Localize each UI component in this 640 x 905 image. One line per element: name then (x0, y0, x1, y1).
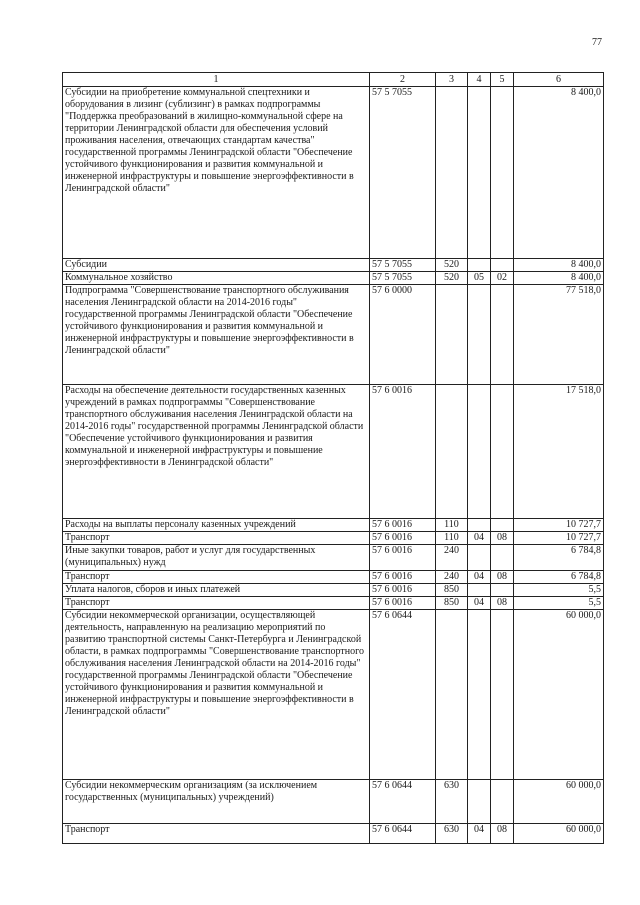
table-row (63, 285, 604, 385)
row-sum: 5,5 (514, 597, 604, 610)
table-row (63, 385, 604, 519)
row-sum: 6 784,8 (514, 571, 604, 584)
table-row (63, 87, 604, 259)
row-name: Транспорт (63, 597, 370, 610)
row-pr (491, 285, 514, 385)
row-pr (491, 545, 514, 571)
row-pr (491, 519, 514, 532)
header-col-5: 5 (491, 73, 514, 87)
row-csr: 57 5 7055 (370, 87, 436, 259)
row-csr: 57 5 7055 (370, 259, 436, 272)
row-csr: 57 6 0016 (370, 545, 436, 571)
table-row (63, 259, 604, 272)
row-csr: 57 6 0016 (370, 584, 436, 597)
row-rz: 04 (468, 824, 491, 844)
row-sum: 10 727,7 (514, 519, 604, 532)
table-row (63, 519, 604, 532)
row-csr: 57 6 0016 (370, 519, 436, 532)
row-vr (436, 285, 468, 385)
row-vr (436, 610, 468, 780)
row-vr: 240 (436, 545, 468, 571)
row-sum: 10 727,7 (514, 532, 604, 545)
row-name: Субсидии некоммерческой организации, осуществляющей деятельность, направленную на реализацию мероприятий по развитию транспортной системы Санкт-Петербурга и Ленинградской области, в рамках подпрограммы "Совершенствование транспортного обслуживания населения Ленинградской области на 2014-2016 годы" государственной программы Ленинградской области "Обеспечение устойчивого функционирования и развития коммунальной и инженерной инфраструктуры и повышение энергоэффективности в Ленинградской области" (63, 610, 370, 780)
row-name: Иные закупки товаров, работ и услуг для государственных (муниципальных) нужд (63, 545, 370, 571)
table-row (63, 272, 604, 285)
row-rz (468, 519, 491, 532)
row-name: Расходы на обеспечение деятельности государственных казенных учреждений в рамках подпрограммы "Совершенствование транспортного обслуживания населения Ленинградской области на 2014-2016 годы" государственной программы Ленинградской области "Обеспечение устойчивого функционирования и развития коммунальной и инженерной инфраструктуры и повышение энергоэффективности в Ленинградской области" (63, 385, 370, 519)
table-header-row (63, 73, 604, 87)
row-csr: 57 6 0000 (370, 285, 436, 385)
row-sum: 77 518,0 (514, 285, 604, 385)
row-vr (436, 385, 468, 519)
row-vr: 110 (436, 519, 468, 532)
row-pr: 08 (491, 571, 514, 584)
row-name: Субсидии (63, 259, 370, 272)
table-row (63, 584, 604, 597)
row-csr: 57 5 7055 (370, 272, 436, 285)
row-sum: 60 000,0 (514, 824, 604, 844)
row-vr: 110 (436, 532, 468, 545)
header-col-4: 4 (468, 73, 491, 87)
row-pr (491, 259, 514, 272)
table-row (63, 780, 604, 824)
row-name: Подпрограмма "Совершенствование транспортного обслуживания населения Ленинградской области на 2014-2016 годы" государственной программы Ленинградской области "Обеспечение устойчивого функционирования и развития коммунальной и инженерной инфраструктуры и повышение энергоэффективности в Ленинградской области" (63, 285, 370, 385)
row-sum: 60 000,0 (514, 610, 604, 780)
row-sum: 17 518,0 (514, 385, 604, 519)
row-csr: 57 6 0016 (370, 532, 436, 545)
table-row (63, 532, 604, 545)
row-rz (468, 285, 491, 385)
row-csr: 57 6 0644 (370, 824, 436, 844)
row-name: Коммунальное хозяйство (63, 272, 370, 285)
table-row (63, 545, 604, 571)
row-vr (436, 87, 468, 259)
table-row (63, 571, 604, 584)
budget-table (62, 72, 604, 844)
row-name: Субсидии некоммерческим организациям (за исключением государственных (муниципальных) учреждений) (63, 780, 370, 824)
row-rz (468, 584, 491, 597)
row-sum: 8 400,0 (514, 272, 604, 285)
row-rz (468, 385, 491, 519)
row-vr: 850 (436, 597, 468, 610)
row-rz (468, 545, 491, 571)
page-number: 77 (592, 37, 602, 48)
row-rz (468, 610, 491, 780)
row-vr: 520 (436, 259, 468, 272)
row-sum: 8 400,0 (514, 87, 604, 259)
row-pr (491, 385, 514, 519)
row-sum: 60 000,0 (514, 780, 604, 824)
row-pr: 08 (491, 824, 514, 844)
row-name: Транспорт (63, 571, 370, 584)
row-sum: 8 400,0 (514, 259, 604, 272)
row-rz (468, 87, 491, 259)
row-vr: 240 (436, 571, 468, 584)
row-csr: 57 6 0644 (370, 780, 436, 824)
header-col-2: 2 (370, 73, 436, 87)
row-pr: 02 (491, 272, 514, 285)
row-pr (491, 610, 514, 780)
row-sum: 6 784,8 (514, 545, 604, 571)
row-name: Субсидии на приобретение коммунальной спецтехники и оборудования в лизинг (сублизинг) в рамках подпрограммы "Поддержка преобразований в жилищно-коммунальной сфере на территории Ленинградской области для обеспечения условий проживания населения, отвечающих стандартам качества" государственной программы Ленинградской области "Обеспечение устойчивого функционирования и развития коммунальной и инженерной инфраструктуры и повышение энергоэффективности в Ленинградской области" (63, 87, 370, 259)
header-col-3: 3 (436, 73, 468, 87)
row-rz: 05 (468, 272, 491, 285)
row-pr (491, 584, 514, 597)
table-row (63, 824, 604, 844)
row-csr: 57 6 0016 (370, 597, 436, 610)
row-pr: 08 (491, 532, 514, 545)
row-rz (468, 780, 491, 824)
table-row (63, 597, 604, 610)
row-rz: 04 (468, 597, 491, 610)
row-rz (468, 259, 491, 272)
row-vr: 850 (436, 584, 468, 597)
row-pr (491, 780, 514, 824)
row-sum: 5,5 (514, 584, 604, 597)
row-pr: 08 (491, 597, 514, 610)
row-name: Транспорт (63, 824, 370, 844)
row-vr: 630 (436, 824, 468, 844)
table-row (63, 610, 604, 780)
row-csr: 57 6 0016 (370, 571, 436, 584)
row-pr (491, 87, 514, 259)
header-col-1: 1 (63, 73, 370, 87)
header-col-6: 6 (514, 73, 604, 87)
row-name: Уплата налогов, сборов и иных платежей (63, 584, 370, 597)
row-name: Расходы на выплаты персоналу казенных учреждений (63, 519, 370, 532)
row-csr: 57 6 0016 (370, 385, 436, 519)
row-rz: 04 (468, 532, 491, 545)
row-name: Транспорт (63, 532, 370, 545)
row-vr: 520 (436, 272, 468, 285)
row-csr: 57 6 0644 (370, 610, 436, 780)
row-rz: 04 (468, 571, 491, 584)
row-vr: 630 (436, 780, 468, 824)
